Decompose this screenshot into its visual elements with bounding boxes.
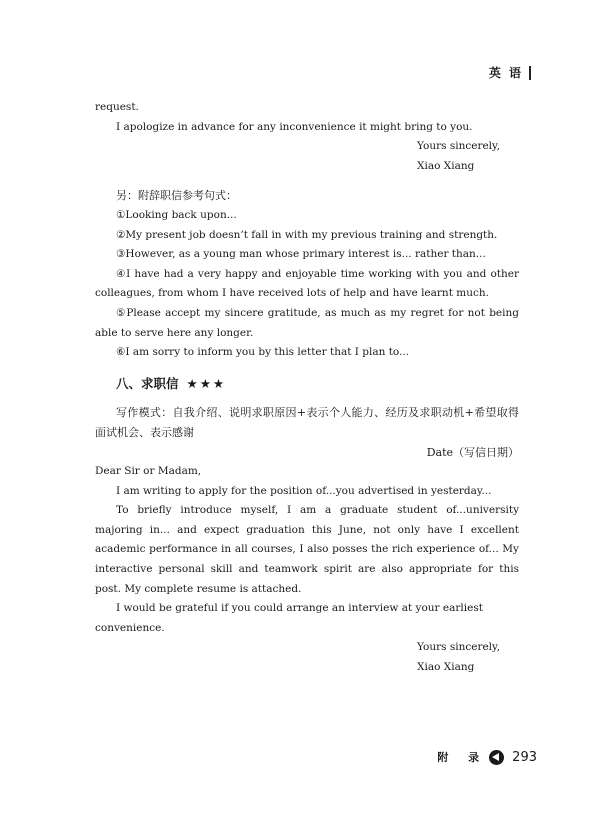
salutation: Dear Sir or Madam, [95,465,202,478]
page-footer [437,749,537,765]
phrase-item: ⑥I am sorry to inform you by this letter that I plan to... [116,346,410,359]
section-heading [116,374,519,394]
page-body [95,98,519,678]
closing-line: Yours sincerely, [417,140,500,153]
left-arrow-icon [489,750,504,765]
closing-line: Yours sincerely, [417,641,500,654]
letter-paragraph: I would be grateful if you could arrange an interview at your earliest convenience. [95,602,483,634]
subject-label: 英 语 [488,66,523,80]
running-header [489,64,531,81]
section-title: 八、求职信 [116,375,179,391]
phrase-item: ⑤Please accept my sincere gratitude, as much as my regret for not being able to serve here any longer. [95,306,519,339]
phrase-item: ④I have had a very happy and enjoyable time working with you and other colleagues, from whom I have received lots of help and have learnt much. [95,267,519,300]
page-number: 293 [512,749,537,765]
apology-line: I apologize in advance for any inconvenience it might bring to you. [116,120,473,133]
appendix-label: 附 录 [437,751,488,764]
header-divider [529,66,531,80]
letter-paragraph: To briefly introduce myself, I am a graduate student of...university majoring in... and expect graduation this June, not only have I excellent academic performance in all courses, I also posses the rich experience of... My interactive personal skill and teamwork spirit are also appropriate for this post. My complete resume is attached. [95,504,519,595]
phrase-item: ①Looking back upon... [116,208,237,221]
phrase-item: ②My present job doesn’t fall in with my previous training and strength. [116,228,498,241]
difficulty-stars: ★★★ [186,375,227,391]
phrase-item: ③However, as a young man whose primary interest is... rather than... [116,248,486,261]
writing-pattern: 写作模式：自我介绍、说明求职原因+表示个人能力、经历及求职动机+希望取得面试机会、表示感谢 [95,406,519,439]
letter-paragraph: I am writing to apply for the position of...you advertised in yesterday... [116,484,492,497]
date-line: Date（写信日期） [426,445,519,459]
signature-line: Xiao Xiang [417,159,475,172]
phrases-title: 另：附辞职信参考句式： [116,189,237,203]
letter-continuation: request. [95,101,139,113]
signature-line: Xiao Xiang [417,661,475,674]
